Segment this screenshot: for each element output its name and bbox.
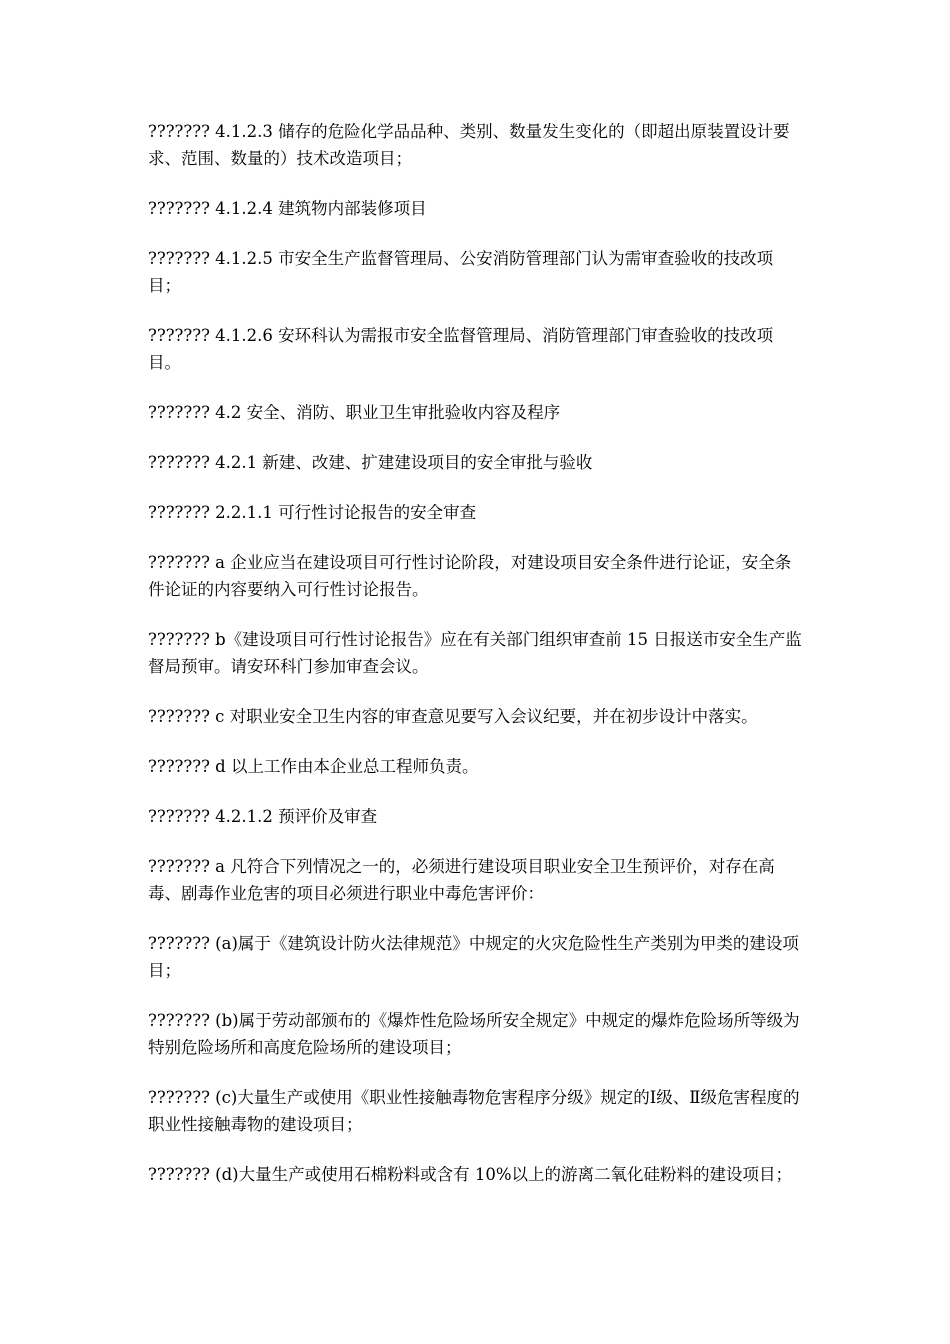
sub-item-c: ??????? (c)大量生产或使用《职业性接触毒物危害程序分级》规定的Ⅰ级、Ⅱ级危害程度的职业性接触毒物的建设项目； [148, 1088, 800, 1134]
paragraph-4-1-2-5: ??????? 4.1.2.5 市安全生产监督管理局、公安消防管理部门认为需审查验收的技改项目； [148, 249, 774, 295]
sub-item-d: ??????? (d)大量生产或使用石棉粉料或含有 10%以上的游离二氧化硅粉料的建设项目； [148, 1165, 793, 1184]
list-item-a: ??????? a 企业应当在建设项目可行性讨论阶段，对建设项目安全条件进行论证，安全条件论证的内容要纳入可行性讨论报告。 [148, 553, 792, 599]
sub-item-b: ??????? (b)属于劳动部颁布的《爆炸性危险场所安全规定》中规定的爆炸危险场所等级为特别危险场所和高度危险场所的建设项目； [148, 1011, 800, 1057]
heading-4-2-1-2: ??????? 4.2.1.2 预评价及审查 [148, 807, 378, 826]
document-body [148, 118, 804, 1211]
list-item-c: ??????? c 对职业安全卫生内容的审查意见要写入会议纪要，并在初步设计中落实。 [148, 707, 758, 726]
paragraph-4-1-2-4: ??????? 4.1.2.4 建筑物内部装修项目 [148, 199, 427, 218]
heading-4-2: ??????? 4.2 安全、消防、职业卫生审批验收内容及程序 [148, 403, 561, 422]
list-item-d: ??????? d 以上工作由本企业总工程师负责。 [148, 757, 479, 776]
paragraph-4-1-2-3: ??????? 4.1.2.3 储存的危险化学品品种、类别、数量发生变化的（即超出原装置设计要求、范围、数量的）技术改造项目； [148, 122, 790, 168]
paragraph-4-1-2-6: ??????? 4.1.2.6 安环科认为需报市安全监督管理局、消防管理部门审查验收的技改项目。 [148, 326, 774, 372]
list-item-b: ??????? b《建设项目可行性讨论报告》应在有关部门组织审查前 15 日报送市安全生产监督局预审。请安环科门参加审查会议。 [148, 630, 802, 676]
heading-2-2-1-1: ??????? 2.2.1.1 可行性讨论报告的安全审查 [148, 503, 477, 522]
list-item-a-2: ??????? a 凡符合下列情况之一的，必须进行建设项目职业安全卫生预评价，对存在高毒、剧毒作业危害的项目必须进行职业中毒危害评价： [148, 857, 775, 903]
heading-4-2-1: ??????? 4.2.1 新建、改建、扩建建设项目的安全审批与验收 [148, 453, 593, 472]
sub-item-a: ??????? (a)属于《建筑设计防火法律规范》中规定的火灾危险性生产类别为甲类的建设项目； [148, 934, 799, 980]
